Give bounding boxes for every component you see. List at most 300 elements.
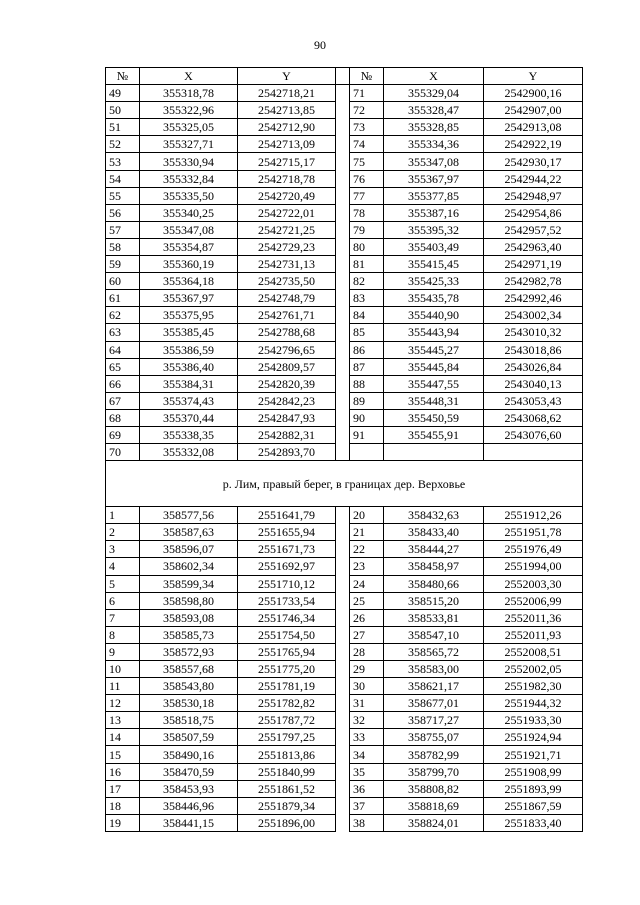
point-number: 31 <box>350 695 384 712</box>
column-gap <box>336 324 350 341</box>
point-number: 69 <box>106 426 140 443</box>
point-number: 84 <box>350 307 384 324</box>
y-coordinate: 2542842,23 <box>238 392 336 409</box>
table-row <box>106 290 583 307</box>
point-number: 90 <box>350 409 384 426</box>
x-coordinate: 355334,36 <box>384 136 484 153</box>
x-coordinate: 358446,96 <box>140 797 238 814</box>
table-row <box>106 780 583 797</box>
y-coordinate: 2543002,34 <box>484 307 583 324</box>
table-header-row <box>106 68 583 85</box>
y-coordinate: 2542796,65 <box>238 341 336 358</box>
column-gap <box>336 85 350 102</box>
y-coordinate: 2542992,46 <box>484 290 583 307</box>
point-number: 87 <box>350 358 384 375</box>
point-number: 50 <box>106 102 140 119</box>
column-gap <box>336 119 350 136</box>
column-gap <box>336 661 350 678</box>
y-coordinate: 2542809,57 <box>238 358 336 375</box>
x-coordinate: 355386,59 <box>140 341 238 358</box>
table-row <box>106 392 583 409</box>
point-number: 75 <box>350 153 384 170</box>
x-coordinate: 358717,27 <box>384 712 484 729</box>
y-coordinate: 2551982,30 <box>484 678 583 695</box>
x-coordinate: 355443,94 <box>384 324 484 341</box>
point-number: 66 <box>106 375 140 392</box>
point-number: 16 <box>106 763 140 780</box>
y-coordinate: 2551933,30 <box>484 712 583 729</box>
y-coordinate: 2551861,52 <box>238 780 336 797</box>
column-gap <box>336 221 350 238</box>
point-number: 25 <box>350 592 384 609</box>
x-coordinate: 358818,69 <box>384 797 484 814</box>
table-row <box>106 358 583 375</box>
table-row <box>106 119 583 136</box>
point-number: 83 <box>350 290 384 307</box>
x-coordinate: 355367,97 <box>140 290 238 307</box>
point-number: 63 <box>106 324 140 341</box>
x-coordinate: 355375,95 <box>140 307 238 324</box>
column-gap <box>336 273 350 290</box>
point-number: 32 <box>350 712 384 729</box>
x-coordinate <box>384 444 484 461</box>
point-number: 9 <box>106 643 140 660</box>
x-coordinate: 355347,08 <box>140 221 238 238</box>
table-row <box>106 507 583 524</box>
point-number: 18 <box>106 797 140 814</box>
point-number: 60 <box>106 273 140 290</box>
header-number: № <box>350 68 384 85</box>
column-gap <box>336 780 350 797</box>
y-coordinate: 2551781,19 <box>238 678 336 695</box>
column-gap <box>336 392 350 409</box>
point-number: 58 <box>106 238 140 255</box>
header-number: № <box>106 68 140 85</box>
x-coordinate: 355445,27 <box>384 341 484 358</box>
column-gap <box>336 170 350 187</box>
point-number: 34 <box>350 746 384 763</box>
table-row <box>106 341 583 358</box>
point-number: 76 <box>350 170 384 187</box>
point-number: 85 <box>350 324 384 341</box>
y-coordinate: 2543026,84 <box>484 358 583 375</box>
y-coordinate: 2551765,94 <box>238 643 336 660</box>
x-coordinate: 358602,34 <box>140 558 238 575</box>
column-gap <box>336 375 350 392</box>
point-number: 1 <box>106 507 140 524</box>
x-coordinate: 358593,08 <box>140 609 238 626</box>
y-coordinate: 2551840,99 <box>238 763 336 780</box>
column-gap <box>336 426 350 443</box>
x-coordinate: 355354,87 <box>140 238 238 255</box>
point-number: 13 <box>106 712 140 729</box>
y-coordinate: 2551833,40 <box>484 814 583 831</box>
table-row <box>106 558 583 575</box>
y-coordinate: 2542720,49 <box>238 187 336 204</box>
x-coordinate: 355340,25 <box>140 204 238 221</box>
x-coordinate: 355435,78 <box>384 290 484 307</box>
x-coordinate: 355387,16 <box>384 204 484 221</box>
column-gap <box>336 444 350 461</box>
x-coordinate: 355450,59 <box>384 409 484 426</box>
column-gap <box>336 307 350 324</box>
table-row <box>106 153 583 170</box>
y-coordinate: 2542982,78 <box>484 273 583 290</box>
x-coordinate: 358596,07 <box>140 541 238 558</box>
point-number: 7 <box>106 609 140 626</box>
point-number: 11 <box>106 678 140 695</box>
table-row <box>106 102 583 119</box>
point-number: 8 <box>106 626 140 643</box>
y-coordinate: 2542948,97 <box>484 187 583 204</box>
table-body <box>106 85 583 832</box>
point-number: 36 <box>350 780 384 797</box>
point-number: 10 <box>106 661 140 678</box>
column-gap <box>336 409 350 426</box>
x-coordinate: 358470,59 <box>140 763 238 780</box>
x-coordinate: 355440,90 <box>384 307 484 324</box>
column-gap <box>336 814 350 831</box>
x-coordinate: 358585,73 <box>140 626 238 643</box>
y-coordinate: 2552003,30 <box>484 575 583 592</box>
table-row <box>106 712 583 729</box>
x-coordinate: 355448,31 <box>384 392 484 409</box>
y-coordinate: 2551797,25 <box>238 729 336 746</box>
x-coordinate: 358530,18 <box>140 695 238 712</box>
column-gap <box>336 609 350 626</box>
x-coordinate: 355335,50 <box>140 187 238 204</box>
x-coordinate: 355327,71 <box>140 136 238 153</box>
y-coordinate: 2551775,20 <box>238 661 336 678</box>
x-coordinate: 355364,18 <box>140 273 238 290</box>
y-coordinate: 2551944,32 <box>484 695 583 712</box>
y-coordinate: 2551641,79 <box>238 507 336 524</box>
x-coordinate: 355338,35 <box>140 426 238 443</box>
table-row <box>106 763 583 780</box>
table-row <box>106 85 583 102</box>
y-coordinate: 2551912,26 <box>484 507 583 524</box>
x-coordinate: 358444,27 <box>384 541 484 558</box>
y-coordinate: 2542713,09 <box>238 136 336 153</box>
table-row <box>106 695 583 712</box>
header-y: Y <box>484 68 583 85</box>
x-coordinate: 355445,84 <box>384 358 484 375</box>
x-coordinate: 355360,19 <box>140 256 238 273</box>
y-coordinate: 2552006,99 <box>484 592 583 609</box>
x-coordinate: 358433,40 <box>384 524 484 541</box>
column-gap <box>336 695 350 712</box>
point-number: 68 <box>106 409 140 426</box>
table-row <box>106 609 583 626</box>
y-coordinate: 2542957,52 <box>484 221 583 238</box>
point-number: 30 <box>350 678 384 695</box>
x-coordinate: 358480,66 <box>384 575 484 592</box>
x-coordinate: 355377,85 <box>384 187 484 204</box>
y-coordinate: 2542718,21 <box>238 85 336 102</box>
x-coordinate: 358543,80 <box>140 678 238 695</box>
y-coordinate: 2542721,25 <box>238 221 336 238</box>
column-gap <box>336 729 350 746</box>
y-coordinate: 2551893,99 <box>484 780 583 797</box>
table-row <box>106 136 583 153</box>
point-number: 89 <box>350 392 384 409</box>
y-coordinate: 2551994,00 <box>484 558 583 575</box>
point-number: 19 <box>106 814 140 831</box>
point-number: 29 <box>350 661 384 678</box>
x-coordinate: 355332,84 <box>140 170 238 187</box>
y-coordinate: 2543053,43 <box>484 392 583 409</box>
x-coordinate: 358490,16 <box>140 746 238 763</box>
y-coordinate: 2543068,62 <box>484 409 583 426</box>
x-coordinate: 358677,01 <box>384 695 484 712</box>
x-coordinate: 355367,97 <box>384 170 484 187</box>
point-number: 78 <box>350 204 384 221</box>
y-coordinate: 2542731,13 <box>238 256 336 273</box>
point-number: 14 <box>106 729 140 746</box>
point-number: 53 <box>106 153 140 170</box>
column-gap <box>336 797 350 814</box>
table-row <box>106 626 583 643</box>
y-coordinate: 2542971,19 <box>484 256 583 273</box>
point-number: 38 <box>350 814 384 831</box>
table-row <box>106 409 583 426</box>
table-row <box>106 541 583 558</box>
y-coordinate: 2543018,86 <box>484 341 583 358</box>
point-number: 81 <box>350 256 384 273</box>
y-coordinate: 2552008,51 <box>484 643 583 660</box>
y-coordinate: 2542715,17 <box>238 153 336 170</box>
x-coordinate: 358565,72 <box>384 643 484 660</box>
y-coordinate: 2551896,00 <box>238 814 336 831</box>
x-coordinate: 355332,08 <box>140 444 238 461</box>
table-row <box>106 221 583 238</box>
column-gap <box>336 290 350 307</box>
table-row <box>106 729 583 746</box>
table-row <box>106 187 583 204</box>
column-gap <box>336 541 350 558</box>
table-row <box>106 238 583 255</box>
x-coordinate: 358598,80 <box>140 592 238 609</box>
point-number: 15 <box>106 746 140 763</box>
point-number: 79 <box>350 221 384 238</box>
y-coordinate: 2542922,19 <box>484 136 583 153</box>
point-number: 67 <box>106 392 140 409</box>
x-coordinate: 355370,44 <box>140 409 238 426</box>
coordinates-table <box>105 67 583 832</box>
x-coordinate: 355425,33 <box>384 273 484 290</box>
x-coordinate: 358587,63 <box>140 524 238 541</box>
x-coordinate: 355322,96 <box>140 102 238 119</box>
y-coordinate: 2542735,50 <box>238 273 336 290</box>
x-coordinate: 355455,91 <box>384 426 484 443</box>
y-coordinate: 2542761,71 <box>238 307 336 324</box>
point-number: 91 <box>350 426 384 443</box>
y-coordinate: 2542722,01 <box>238 204 336 221</box>
y-coordinate: 2551921,71 <box>484 746 583 763</box>
x-coordinate: 355374,43 <box>140 392 238 409</box>
y-coordinate: 2542963,40 <box>484 238 583 255</box>
column-gap <box>336 643 350 660</box>
point-number: 49 <box>106 85 140 102</box>
point-number: 2 <box>106 524 140 541</box>
column-gap <box>336 136 350 153</box>
y-coordinate: 2552011,93 <box>484 626 583 643</box>
y-coordinate: 2543076,60 <box>484 426 583 443</box>
x-coordinate: 358547,10 <box>384 626 484 643</box>
x-coordinate: 358799,70 <box>384 763 484 780</box>
y-coordinate: 2552002,05 <box>484 661 583 678</box>
x-coordinate: 358458,97 <box>384 558 484 575</box>
y-coordinate: 2542788,68 <box>238 324 336 341</box>
table-row <box>106 661 583 678</box>
y-coordinate: 2542954,86 <box>484 204 583 221</box>
point-number: 5 <box>106 575 140 592</box>
column-gap <box>336 575 350 592</box>
column-gap <box>336 153 350 170</box>
column-gap <box>336 678 350 695</box>
table-row <box>106 524 583 541</box>
column-gap <box>336 712 350 729</box>
y-coordinate: 2551671,73 <box>238 541 336 558</box>
y-coordinate: 2551924,94 <box>484 729 583 746</box>
point-number: 59 <box>106 256 140 273</box>
x-coordinate: 358621,17 <box>384 678 484 695</box>
y-coordinate: 2551787,72 <box>238 712 336 729</box>
x-coordinate: 358599,34 <box>140 575 238 592</box>
x-coordinate: 358577,56 <box>140 507 238 524</box>
x-coordinate: 355328,85 <box>384 119 484 136</box>
point-number: 86 <box>350 341 384 358</box>
column-gap <box>336 68 350 85</box>
column-gap <box>336 558 350 575</box>
table-row <box>106 746 583 763</box>
x-coordinate: 358782,99 <box>384 746 484 763</box>
column-gap <box>336 592 350 609</box>
y-coordinate: 2543010,32 <box>484 324 583 341</box>
x-coordinate: 355447,55 <box>384 375 484 392</box>
y-coordinate: 2551813,86 <box>238 746 336 763</box>
x-coordinate: 355386,40 <box>140 358 238 375</box>
column-gap <box>336 102 350 119</box>
y-coordinate: 2542713,85 <box>238 102 336 119</box>
x-coordinate: 358557,68 <box>140 661 238 678</box>
section-row <box>106 461 583 507</box>
y-coordinate: 2542893,70 <box>238 444 336 461</box>
point-number: 62 <box>106 307 140 324</box>
y-coordinate: 2542930,17 <box>484 153 583 170</box>
y-coordinate: 2543040,13 <box>484 375 583 392</box>
point-number: 27 <box>350 626 384 643</box>
column-gap <box>336 238 350 255</box>
point-number: 26 <box>350 609 384 626</box>
y-coordinate: 2551746,34 <box>238 609 336 626</box>
y-coordinate: 2542718,78 <box>238 170 336 187</box>
point-number: 71 <box>350 85 384 102</box>
column-gap <box>336 204 350 221</box>
y-coordinate: 2551879,34 <box>238 797 336 814</box>
y-coordinate: 2542847,93 <box>238 409 336 426</box>
x-coordinate: 358515,20 <box>384 592 484 609</box>
point-number: 4 <box>106 558 140 575</box>
point-number: 51 <box>106 119 140 136</box>
y-coordinate: 2551976,49 <box>484 541 583 558</box>
x-coordinate: 358583,00 <box>384 661 484 678</box>
table-row <box>106 575 583 592</box>
point-number <box>350 444 384 461</box>
point-number: 55 <box>106 187 140 204</box>
x-coordinate: 355318,78 <box>140 85 238 102</box>
y-coordinate: 2542820,39 <box>238 375 336 392</box>
point-number: 17 <box>106 780 140 797</box>
page-number: 90 <box>314 38 326 52</box>
x-coordinate: 355330,94 <box>140 153 238 170</box>
table-row <box>106 170 583 187</box>
column-gap <box>336 187 350 204</box>
point-number: 56 <box>106 204 140 221</box>
point-number: 28 <box>350 643 384 660</box>
table-row <box>106 444 583 461</box>
x-coordinate: 358432,63 <box>384 507 484 524</box>
y-coordinate: 2551710,12 <box>238 575 336 592</box>
y-coordinate <box>484 444 583 461</box>
y-coordinate: 2551908,99 <box>484 763 583 780</box>
point-number: 23 <box>350 558 384 575</box>
y-coordinate: 2542944,22 <box>484 170 583 187</box>
x-coordinate: 358507,59 <box>140 729 238 746</box>
y-coordinate: 2542907,00 <box>484 102 583 119</box>
x-coordinate: 358533,81 <box>384 609 484 626</box>
table-row <box>106 643 583 660</box>
point-number: 70 <box>106 444 140 461</box>
table-row <box>106 797 583 814</box>
x-coordinate: 355385,45 <box>140 324 238 341</box>
x-coordinate: 358824,01 <box>384 814 484 831</box>
point-number: 82 <box>350 273 384 290</box>
x-coordinate: 358808,82 <box>384 780 484 797</box>
point-number: 35 <box>350 763 384 780</box>
x-coordinate: 358441,15 <box>140 814 238 831</box>
y-coordinate: 2552011,36 <box>484 609 583 626</box>
y-coordinate: 2542913,08 <box>484 119 583 136</box>
column-gap <box>336 341 350 358</box>
x-coordinate: 358755,07 <box>384 729 484 746</box>
column-gap <box>336 256 350 273</box>
column-gap <box>336 358 350 375</box>
point-number: 64 <box>106 341 140 358</box>
x-coordinate: 355325,05 <box>140 119 238 136</box>
x-coordinate: 358572,93 <box>140 643 238 660</box>
point-number: 73 <box>350 119 384 136</box>
table-row <box>106 307 583 324</box>
x-coordinate: 358453,93 <box>140 780 238 797</box>
y-coordinate: 2542712,90 <box>238 119 336 136</box>
y-coordinate: 2542882,31 <box>238 426 336 443</box>
table-row <box>106 678 583 695</box>
table-row <box>106 273 583 290</box>
point-number: 74 <box>350 136 384 153</box>
column-gap <box>336 507 350 524</box>
table-row <box>106 256 583 273</box>
table-row <box>106 426 583 443</box>
y-coordinate: 2551733,54 <box>238 592 336 609</box>
point-number: 52 <box>106 136 140 153</box>
point-number: 33 <box>350 729 384 746</box>
x-coordinate: 358518,75 <box>140 712 238 729</box>
table-row <box>106 204 583 221</box>
header-y: Y <box>238 68 336 85</box>
y-coordinate: 2551692,97 <box>238 558 336 575</box>
y-coordinate: 2551782,82 <box>238 695 336 712</box>
